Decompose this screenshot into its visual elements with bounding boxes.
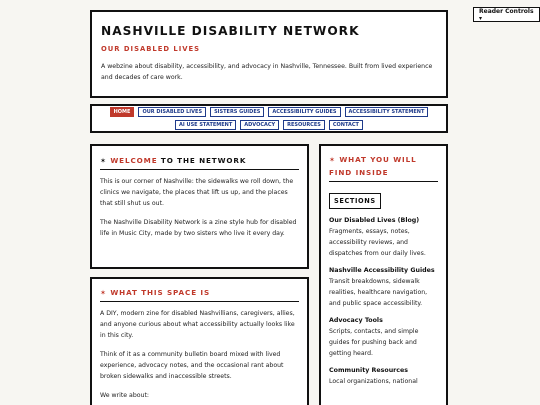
- section-title[interactable]: Community Resources: [329, 367, 409, 374]
- section-item: [329, 265, 438, 309]
- what-heading-text: WHAT THIS SPACE IS: [110, 288, 211, 297]
- what-paragraph: We write about:: [100, 392, 149, 399]
- section-description: Local organizations, national: [329, 378, 418, 385]
- nav-advocacy[interactable]: ADVOCACY: [240, 120, 279, 130]
- nav-contact[interactable]: CONTACT: [329, 120, 363, 130]
- nav-home[interactable]: HOME: [110, 107, 135, 117]
- nav-ai-use-statement[interactable]: AI USE STATEMENT: [175, 120, 236, 130]
- find-heading: [329, 153, 438, 179]
- section-description: Transit breakdowns, sidewalk realities, healthcare navigation, and public space accessibility.: [329, 278, 428, 307]
- star-icon: ✶: [329, 155, 336, 164]
- welcome-heading-rest: TO THE NETWORK: [160, 156, 247, 165]
- welcome-paragraph: This is our corner of Nashville: the sidewalks we roll down, the clinics we navigate, the places that lift us up, and the places that still shut us out.: [100, 178, 294, 207]
- section-description: Scripts, contacts, and simple guides for pushing back and getting heard.: [329, 328, 419, 357]
- section-item: [329, 215, 438, 259]
- what-paragraph: A DIY, modern zine for disabled Nashvillians, caregivers, allies, and anyone curious about what accessibility actually looks like in this city.: [100, 310, 295, 339]
- site-title: NASHVILLE DISABILITY NETWORK: [101, 24, 360, 38]
- reader-controls-button[interactable]: Reader Controls ▾: [473, 7, 540, 22]
- nav-sisters-guides[interactable]: SISTERS GUIDES: [210, 107, 264, 117]
- welcome-paragraph: The Nashville Disability Network is a zine style hub for disabled life in Music City, made by two sisters who live it every day.: [100, 219, 297, 237]
- what-you-will-find-panel: [319, 144, 448, 405]
- section-title[interactable]: Nashville Accessibility Guides: [329, 267, 435, 274]
- nav-accessibility-statement[interactable]: ACCESSIBILITY STATEMENT: [345, 107, 429, 117]
- divider: [100, 301, 299, 302]
- what-heading: [100, 286, 299, 299]
- nav-our-disabled-lives[interactable]: OUR DISABLED LIVES: [138, 107, 206, 117]
- divider: [329, 181, 438, 182]
- nav-resources[interactable]: RESOURCES: [283, 120, 325, 130]
- site-header: [90, 10, 448, 98]
- section-description: Fragments, essays, notes, accessibility reviews, and dispatches from our daily lives.: [329, 228, 426, 257]
- welcome-panel: [90, 144, 309, 269]
- star-icon: ✶: [100, 288, 107, 297]
- divider: [100, 169, 299, 170]
- welcome-heading: [100, 154, 299, 167]
- find-heading-text: WHAT YOU WILL FIND INSIDE: [329, 155, 417, 177]
- what-this-space-is-panel: [90, 277, 309, 405]
- main-nav: [90, 104, 448, 133]
- nav-accessibility-guides[interactable]: ACCESSIBILITY GUIDES: [268, 107, 340, 117]
- what-paragraph: Think of it as a community bulletin board mixed with lived experience, advocacy notes, and the occasional rant about broken sidewalks and inaccessible streets.: [100, 351, 284, 380]
- sections-label: SECTIONS: [329, 193, 381, 209]
- site-subtitle: OUR DISABLED LIVES: [101, 45, 201, 53]
- section-title[interactable]: Our Disabled Lives (Blog): [329, 217, 420, 224]
- section-item: [329, 315, 438, 359]
- site-description: A webzine about disability, accessibility, and advocacy in Nashville, Tennessee. Built from lived experience and decades of care work.: [101, 63, 433, 81]
- star-icon: ✶: [100, 156, 107, 165]
- section-title[interactable]: Advocacy Tools: [329, 317, 383, 324]
- welcome-heading-accent: WELCOME: [110, 156, 158, 165]
- section-item: [329, 365, 438, 387]
